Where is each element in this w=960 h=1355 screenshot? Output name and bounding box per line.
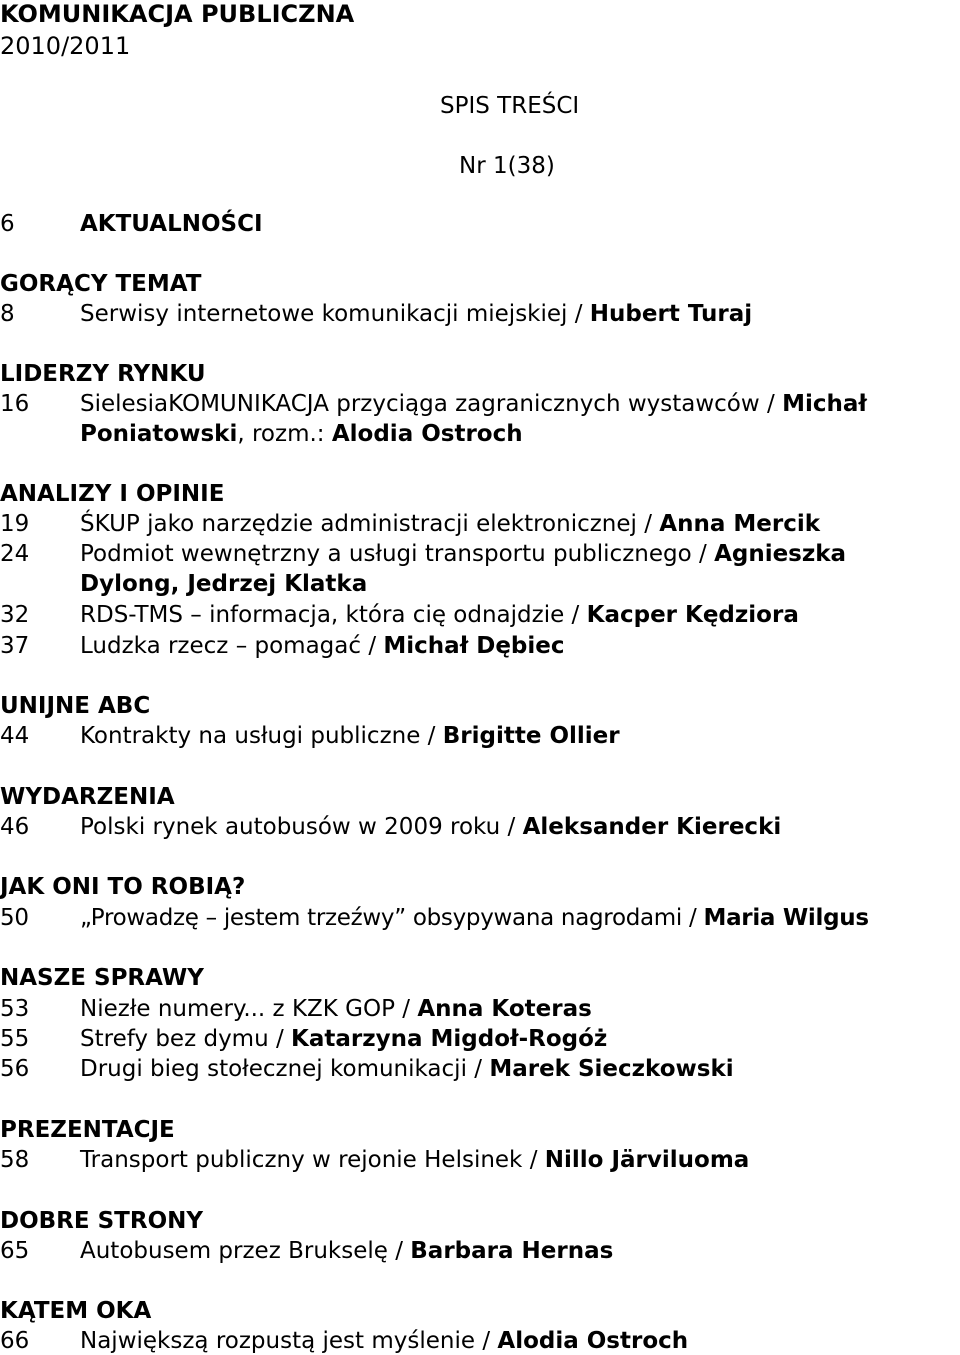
entry-title: RDS-TMS – informacja, która cię odnajdzie / xyxy=(80,602,587,628)
toc-entry xyxy=(0,722,620,750)
entry-title: Niezłe numery... z KZK GOP / xyxy=(80,996,418,1022)
entry-title: Kontrakty na usługi publiczne / xyxy=(80,723,443,749)
toc-entry xyxy=(0,1327,688,1355)
entry-author: Anna Koteras xyxy=(417,996,592,1022)
section-heading-unijne-abc: UNIJNE ABC xyxy=(0,693,151,719)
section-heading-prezentacje: PREZENTACJE xyxy=(0,1117,175,1143)
toc-entry xyxy=(0,904,869,932)
page-number: 55 xyxy=(0,1026,30,1052)
toc-entry xyxy=(0,540,846,568)
page-number: 37 xyxy=(0,633,30,659)
page-number: 46 xyxy=(0,814,30,840)
toc-entry xyxy=(0,1025,607,1053)
toc-entry xyxy=(0,632,565,660)
entry-title: Transport publiczny w rejonie Helsinek / xyxy=(80,1147,545,1173)
page-number: 16 xyxy=(0,391,30,417)
toc-entry xyxy=(0,1237,613,1265)
toc-entry xyxy=(0,1055,734,1083)
entry-title: Strefy bez dymu / xyxy=(80,1026,292,1052)
toc-entry xyxy=(0,510,820,538)
entry-title: ŚKUP jako narzędzie administracji elektronicznej / xyxy=(80,511,660,537)
page-number: 32 xyxy=(0,602,30,628)
toc-entry xyxy=(0,390,867,418)
entry-author: Hubert Turaj xyxy=(589,301,753,327)
page-number: 50 xyxy=(0,905,29,931)
page-number: 44 xyxy=(0,723,30,749)
entry-author: Barbara Hernas xyxy=(410,1238,614,1264)
page-number: 58 xyxy=(0,1147,30,1173)
toc-entry xyxy=(0,1146,749,1174)
section-heading-analizy-i-opinie: ANALIZY I OPINIE xyxy=(0,481,225,507)
toc-entry xyxy=(0,995,592,1023)
toc-entry xyxy=(0,300,752,328)
page-number: 19 xyxy=(0,511,30,537)
entry-author: Brigitte Ollier xyxy=(442,723,620,749)
section-heading-jak-oni-to-robia: JAK ONI TO ROBIĄ? xyxy=(0,874,246,900)
entry-title: Ludzka rzecz – pomagać / xyxy=(80,633,384,659)
toc-entry-aktualnosci xyxy=(0,210,263,238)
entry-author: Marek Sieczkowski xyxy=(489,1056,734,1082)
section-heading-dobre-strony: DOBRE STRONY xyxy=(0,1208,204,1234)
page-number: 53 xyxy=(0,996,30,1022)
section-heading-goracy-temat: GORĄCY TEMAT xyxy=(0,271,202,297)
entry-interviewer: Alodia Ostroch xyxy=(331,421,523,447)
entry-author: Maria Wilgus xyxy=(703,905,869,931)
entry-title: Podmiot wewnętrzny a usługi transportu publicznego / xyxy=(80,541,715,567)
section-heading-katem-oka: KĄTEM OKA xyxy=(0,1298,152,1324)
magazine-year: 2010/2011 xyxy=(0,32,131,60)
page-number: 6 xyxy=(0,211,15,237)
magazine-title: KOMUNIKACJA PUBLICZNA xyxy=(0,0,355,28)
entry-author: Michał xyxy=(782,391,867,417)
toc-entry xyxy=(0,813,781,841)
toc-entry-continuation: Dylong, Jedrzej Klatka xyxy=(80,571,368,597)
page-number: 66 xyxy=(0,1328,30,1354)
entry-title: AKTUALNOŚCI xyxy=(80,211,263,237)
issue-number: Nr 1(38) xyxy=(459,153,555,179)
entry-title: Serwisy internetowe komunikacji miejskiej / xyxy=(80,301,590,327)
entry-author: Aleksander Kierecki xyxy=(522,814,782,840)
section-heading-nasze-sprawy: NASZE SPRAWY xyxy=(0,965,204,991)
entry-title: Autobusem przez Brukselę / xyxy=(80,1238,411,1264)
page-number: 8 xyxy=(0,301,15,327)
entry-interview-note: , rozm.: xyxy=(237,421,332,447)
entry-author: Nillo Järviluoma xyxy=(544,1147,750,1173)
entry-author: Anna Mercik xyxy=(659,511,821,537)
entry-title: Największą rozpustą jest myślenie / xyxy=(80,1328,498,1354)
toc-entry-continuation xyxy=(80,420,523,448)
entry-author: Poniatowski xyxy=(80,421,238,447)
page-number: 65 xyxy=(0,1238,30,1264)
entry-author: Alodia Ostroch xyxy=(497,1328,689,1354)
toc-entry xyxy=(0,601,799,629)
page-number: 24 xyxy=(0,541,30,567)
section-heading-wydarzenia: WYDARZENIA xyxy=(0,784,175,810)
toc-label: SPIS TREŚCI xyxy=(440,93,580,119)
entry-title: „Prowadzę – jestem trzeźwy” obsypywana nagrodami / xyxy=(80,905,704,931)
entry-author: Katarzyna Migdoł-Rogóż xyxy=(291,1026,608,1052)
page-number: 56 xyxy=(0,1056,30,1082)
entry-author: Kacper Kędziora xyxy=(586,602,799,628)
entry-author: Michał Dębiec xyxy=(383,633,565,659)
entry-author: Agnieszka xyxy=(714,541,847,567)
entry-title: SielesiaKOMUNIKACJA przyciąga zagranicznych wystawców / xyxy=(80,391,783,417)
entry-title: Drugi bieg stołecznej komunikacji / xyxy=(80,1056,490,1082)
section-heading-liderzy-rynku: LIDERZY RYNKU xyxy=(0,361,206,387)
entry-title: Polski rynek autobusów w 2009 roku / xyxy=(80,814,523,840)
